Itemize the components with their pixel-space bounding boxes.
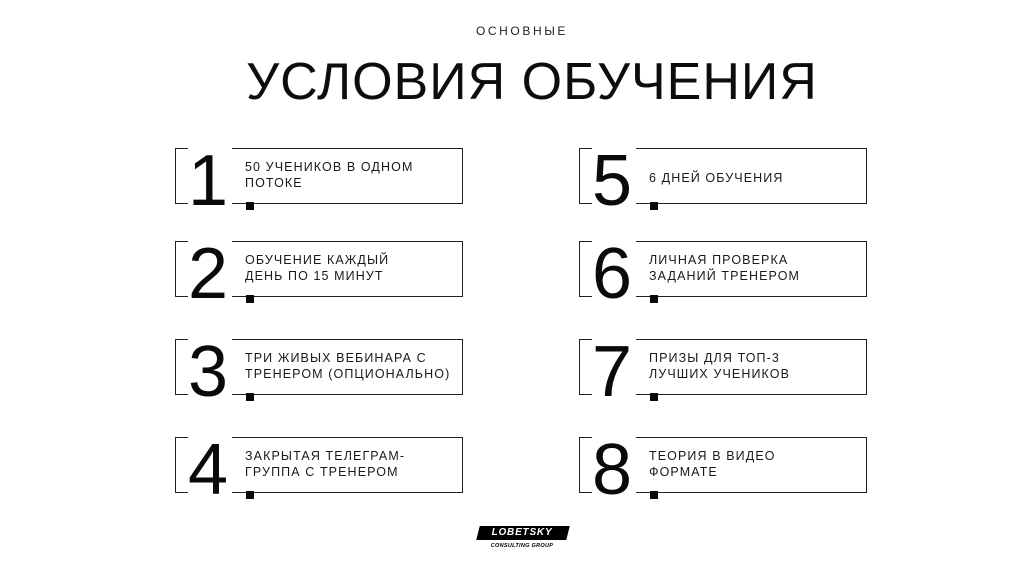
card-number: 8 [592,431,636,509]
card-number: 4 [188,431,232,509]
card-text: ЛИЧНАЯ ПРОВЕРКА ЗАДАНИЙ ТРЕНЕРОМ [649,253,801,283]
condition-card-1 [175,141,463,221]
number-dot [246,202,254,210]
number-dot [650,491,658,499]
slide-subtitle: ОСНОВНЫЕ [475,24,569,38]
logo-tagline: CONSULTING GROUP [490,543,554,549]
logo-brand: LOBETSKY [491,527,553,538]
number-dot [650,393,658,401]
card-number: 1 [188,142,232,220]
company-logo [474,526,570,560]
card-number: 2 [188,235,232,313]
card-text: 6 ДНЕЙ ОБУЧЕНИЯ [649,171,784,185]
number-dot [246,393,254,401]
card-text: ТРИ ЖИВЫХ ВЕБИНАРА С ТРЕНЕРОМ (ОПЦИОНАЛЬНО) [245,351,451,381]
card-number: 7 [592,333,636,411]
number-dot [246,491,254,499]
condition-card-5 [579,141,867,221]
card-number: 5 [592,142,636,220]
card-number: 3 [188,333,232,411]
card-text: ОБУЧЕНИЕ КАЖДЫЙ ДЕНЬ ПО 15 МИНУТ [245,253,390,283]
condition-card-7 [579,332,867,412]
card-text: 50 УЧЕНИКОВ В ОДНОМ ПОТОКЕ [245,160,414,190]
condition-card-3 [175,332,463,412]
number-dot [650,202,658,210]
condition-card-2 [175,234,463,314]
condition-card-8 [579,430,867,510]
card-text: ТЕОРИЯ В ВИДЕО ФОРМАТЕ [649,449,776,479]
number-dot [650,295,658,303]
card-text: ЗАКРЫТАЯ ТЕЛЕГРАМ- ГРУППА С ТРЕНЕРОМ [245,449,406,479]
condition-card-6 [579,234,867,314]
card-text: ПРИЗЫ ДЛЯ ТОП-3 ЛУЧШИХ УЧЕНИКОВ [649,351,791,381]
number-dot [246,295,254,303]
slide-title: УСЛОВИЯ ОБУЧЕНИЯ [246,53,818,111]
condition-card-4 [175,430,463,510]
card-number: 6 [592,235,636,313]
